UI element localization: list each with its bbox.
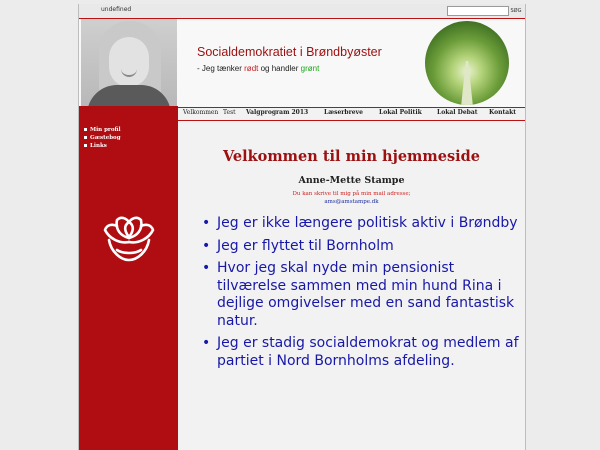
author-name: Anne-Mette Stampe [298,175,405,186]
sidebar-menu [84,126,121,150]
site-title: Socialdemokratiet i Brøndbyøster [197,45,382,59]
top-bar [79,4,525,18]
nav-item-laeserbreve[interactable]: Læserbreve [324,109,363,116]
rose-logo-icon [99,210,159,266]
bullet-list [202,215,522,375]
tree-avenue-image [425,21,509,105]
sidebar-item-min-profil[interactable] [84,126,121,134]
bullet-square-icon [84,128,87,131]
page-title: Velkommen til min hjemmeside [222,148,481,165]
top-navigation [178,106,525,121]
site-slogan [197,64,319,73]
sidebar-item-label: Links [90,143,107,149]
list-item: • Hvor jeg skal nyde min pensionist tilværelse sammen med min hund Rina i dejlige omgivelser med en sand fantastisk natur. [202,260,522,330]
left-sidebar [79,106,178,450]
main-content [178,121,525,450]
slogan-middle: og handler [258,64,301,73]
page-frame [78,4,526,450]
nav-item-valgprogram[interactable]: Valgprogram 2013 [246,109,309,116]
list-item: • Jeg er flyttet til Bornholm [202,238,522,256]
sidebar-item-label: Gæstebog [90,135,121,141]
slogan-prefix: - Jeg tænker [197,64,245,73]
list-item: • Jeg er stadig socialdemokrat og medlem af partiet i Nord Bornholms afdeling. [202,335,522,370]
list-item: • Jeg er ikke længere politisk aktiv i Brøndby [202,215,522,233]
nav-item-lokal-debat[interactable]: Lokal Debat [437,109,478,116]
nav-item-lokal-politik[interactable]: Lokal Politik [379,109,422,116]
site-header [79,18,525,108]
nav-item-test[interactable]: Test [223,109,236,116]
email-link[interactable]: ams@amstampe.dk [324,199,379,205]
slogan-green-word: grønt [300,64,320,73]
bullet-square-icon [84,144,87,147]
search-input[interactable] [447,6,509,16]
sidebar-item-label: Min profil [90,127,121,133]
mail-note: Du kan skrive til mig på min mail adresse; [292,191,411,197]
portrait-photo [81,19,177,107]
search-button[interactable]: SØG [510,8,522,14]
nav-item-velkommen[interactable]: Velkommen [183,109,219,116]
nav-item-kontakt[interactable]: Kontakt [489,109,517,116]
top-bar-label: undefined [101,6,132,13]
sidebar-item-links[interactable] [84,142,121,150]
slogan-red-word: rødt [244,64,259,73]
bullet-square-icon [84,136,87,139]
sidebar-item-gaestebog[interactable] [84,134,121,142]
